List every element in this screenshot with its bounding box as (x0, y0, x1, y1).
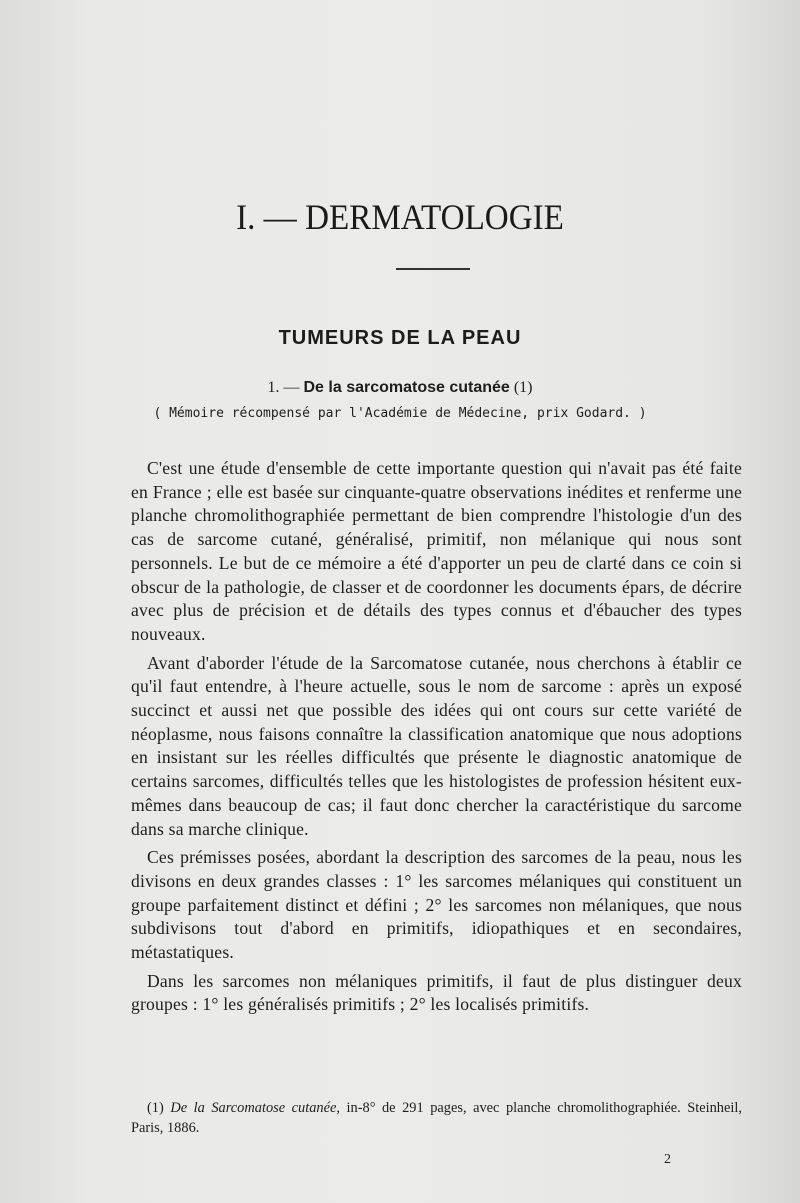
item-subtitle: ( Mémoire récompensé par l'Académie de Médecine, prix Godard. ) (153, 406, 647, 421)
section-title: TUMEURS DE LA PEAU (278, 327, 522, 349)
footnote-marker: (1) (147, 1100, 164, 1116)
paragraph: Dans les sarcomes non mélaniques primitifs, il faut de plus distinguer deux groupes : 1° les généralisés primitifs ; 2° les localisés primitifs. (131, 970, 742, 1015)
footnote (131, 1098, 742, 1138)
body-text (131, 457, 742, 1022)
footnote-title: De la Sarcomatose cutanée (170, 1100, 337, 1116)
title-divider (396, 268, 470, 270)
item-number: 1. (267, 379, 280, 396)
footnote-details: , in-8° de 291 pages, avec planche chromolithographiée. Steinheil, Paris, 1886. (131, 1100, 742, 1136)
paragraph: C'est une étude d'ensemble de cette importante question qui n'avait pas été faite en France ; elle est basée sur cinquante-quatre observations inédites et renferme une planche chromolithographiée permettant de bien comprendre l'histologie d'un des cas de sarcome cutané, généralisé, primitif, non mélanique qui nous sont personnels. Le but de ce mémoire a été d'apporter un peu de clarté dans ce coin si obscur de la pathologie, de classer et de coordonner les documents épars, de décrire avec plus de précision et de détails des types connus et d'ébaucher des types nouveaux. (131, 458, 742, 644)
chapter-title: I. — DERMATOLOGIE (236, 197, 564, 237)
item-title: De la sarcomatose cutanée (303, 379, 510, 396)
item-heading (0, 379, 800, 397)
footnote-reference: (1) (513, 379, 533, 396)
paragraph: Ces prémisses posées, abordant la description des sarcomes de la peau, nous les divisons en deux grandes classes : 1° les sarcomes mélaniques qui constituent un groupe parfaitement distinct et défini ; 2° les sarcomes non mélaniques, que nous subdivisons tout d'abord en primitifs, idiopathiques et en secondaires, métastatiques. (131, 847, 742, 963)
page-number: 2 (664, 1152, 671, 1167)
item-dash: — (283, 379, 300, 396)
paragraph: Avant d'aborder l'étude de la Sarcomatose cutanée, nous cherchons à établir ce qu'il faut entendre, à l'heure actuelle, sous le nom de sarcome : après un exposé succinct et aussi net que possible des idées qui ont cours sur cette variété de néoplasme, nous faisons connaître la classification anatomique que nous adoptions en insistant sur les réelles difficultés que présente le diagnostic anatomique de certains sarcomes, difficultés telles que les histologistes de profession hésitent eux-mêmes dans beaucoup de cas; il faut donc chercher la caractéristique du sarcome dans sa marche clinique. (131, 652, 742, 839)
